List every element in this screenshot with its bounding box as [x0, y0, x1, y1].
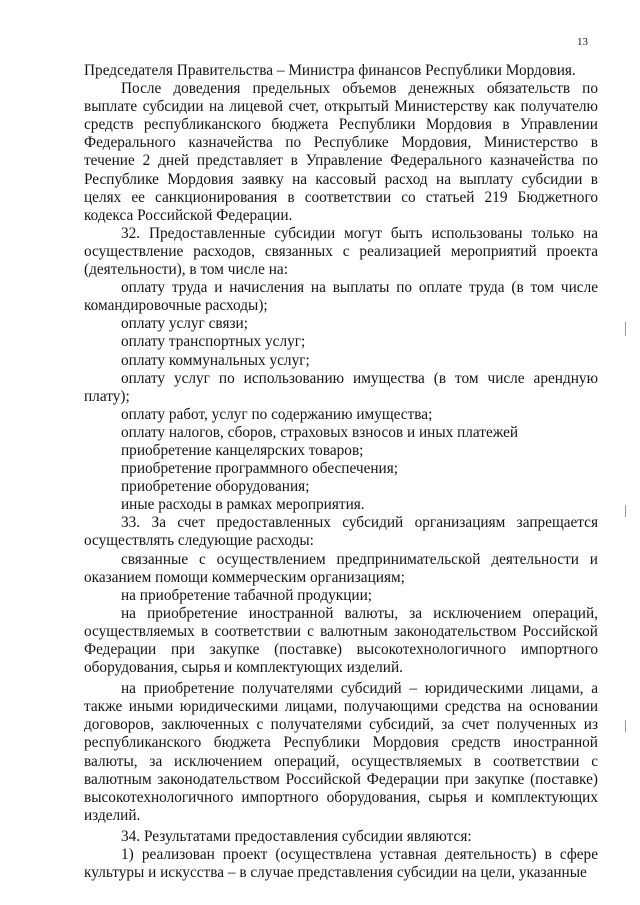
- list-item: оплату коммунальных услуг;: [121, 351, 310, 369]
- list-item: приобретение канцелярских товаров;: [121, 441, 364, 459]
- scan-mark: [625, 322, 626, 336]
- scan-mark: [625, 720, 626, 732]
- list-item: оплату работ, услуг по содержанию имущества;: [121, 405, 433, 423]
- paragraph: 33. За счет предоставленных субсидий организациям запрещается осуществлять следующие расходы:: [84, 514, 598, 550]
- page-number: 13: [577, 36, 588, 48]
- list-item: на приобретение иностранной валюты, за исключением операций, осуществляемых в соответствии с валютным законодательством Российской Федерации при закупке (поставке) высокотехнологичного импортного оборудования, сырья и комплектующих изделий.: [84, 604, 598, 677]
- paragraph: Председателя Правительства – Министра финансов Республики Мордовия.: [84, 62, 576, 79]
- paragraph: 32. Предоставленные субсидии могут быть использованы только на осуществление расходов, связанных с реализацией мероприятий проекта (деятельности), в том числе на:: [84, 224, 598, 279]
- list-item: на приобретение получателями субсидий – юридическими лицами, а также иными юридическими лицами, получающими средства на основании договоров, заключенных с получателями субсидий, за счет полученных из республиканского бюджета Республики Мордовия средств иностранной валюты, за исключением операций, осуществляемых в соответствии с валютным законодательством Российской Федерации при закупке (поставке) высокотехнологичного импортного оборудования, сырья и комплектующих изделий.: [84, 680, 598, 824]
- list-item: связанные с осуществлением предпринимательской деятельности и оказанием помощи коммерческим организациям;: [84, 550, 598, 586]
- list-item: оплату налогов, сборов, страховых взносов и иных платежей: [121, 423, 519, 441]
- list-item: оплату услуг связи;: [121, 315, 248, 333]
- paragraph: 34. Результатами предоставления субсидии являются:: [121, 827, 472, 845]
- list-item: на приобретение табачной продукции;: [121, 586, 373, 604]
- list-item: оплату услуг по использованию имущества (в том числе арендную плату);: [84, 369, 598, 405]
- paragraph: После доведения предельных объемов денежных обязательств по выплате субсидии на лицевой счет, открытый Министерству как получателю средств республиканского бюджета Республики Мордовия в Управлении Федерального казначейства по Республике Мордовия, Министерство в течение 2 дней представляет в Управление Федерального казначейства по Республике Мордовия заявку на кассовый расход на выплату субсидии в целях ее санкционирования в соответствии со статьей 219 Бюджетного кодекса Российской Федерации.: [84, 80, 598, 224]
- list-item: иные расходы в рамках мероприятия.: [121, 496, 365, 514]
- document-body: [84, 62, 598, 882]
- list-item: 1) реализован проект (осуществлена уставная деятельность) в сфере культуры и искусства – в случае представления субсидии на цели, указанные: [84, 846, 598, 882]
- scan-mark: [625, 505, 626, 517]
- list-item: приобретение программного обеспечения;: [121, 460, 399, 478]
- list-item: оплату труда и начисления на выплаты по оплате труда (в том числе командировочные расходы);: [84, 279, 598, 315]
- list-item: оплату транспортных услуг;: [121, 333, 306, 351]
- list-item: приобретение оборудования;: [121, 478, 310, 496]
